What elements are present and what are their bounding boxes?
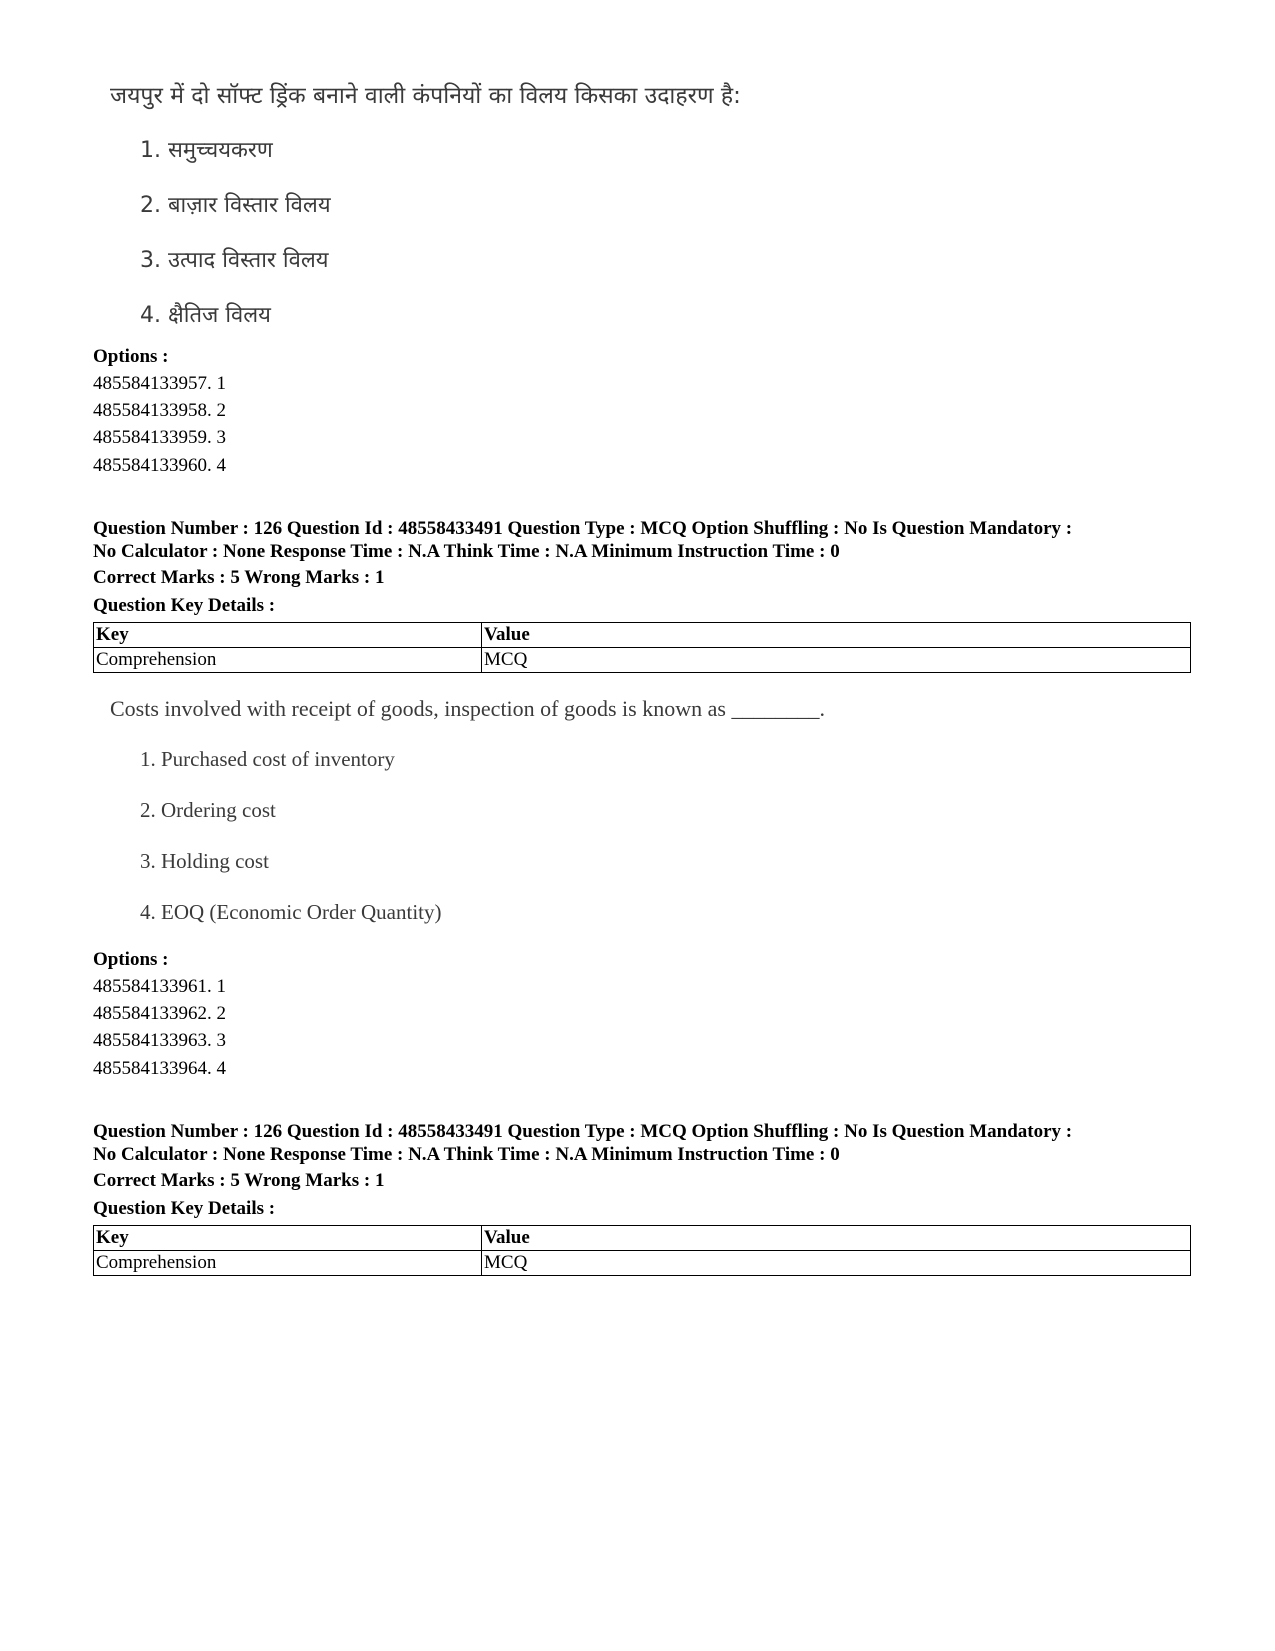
options-label: Options : [93,346,169,367]
choice-3: 3. उत्पाद विस्तार विलय [140,248,329,273]
question-meta [93,517,1203,563]
option-line: 485584133963. 3 [93,1030,226,1051]
table-header-row [94,623,1191,648]
question-image-hindi [110,78,741,110]
marks-line: Correct Marks : 5 Wrong Marks : 1 [93,567,385,588]
row-key: Comprehension [94,648,482,673]
question-image-english [110,696,825,722]
question-meta [93,1120,1203,1166]
question-stem: Costs involved with receipt of goods, inspection of goods is known as ________. [110,696,825,721]
choice-4: 4. क्षैतिज विलय [140,303,271,328]
header-value: Value [482,623,1191,648]
table-row [94,648,1191,673]
row-value: MCQ [482,1251,1191,1276]
option-line: 485584133962. 2 [93,1003,226,1024]
row-value: MCQ [482,648,1191,673]
option-line: 485584133957. 1 [93,373,226,394]
header-value: Value [482,1226,1191,1251]
key-details-label: Question Key Details : [93,1198,276,1219]
choice-3: 3. Holding cost [140,849,269,873]
choice-2: 2. Ordering cost [140,798,276,822]
meta-line-2: No Calculator : None Response Time : N.A Think Time : N.A Minimum Instruction Time : 0 [93,1144,840,1165]
key-details-table [93,1225,1191,1276]
option-line: 485584133960. 4 [93,455,226,476]
key-details-table [93,622,1191,673]
header-key: Key [94,623,482,648]
meta-line-2: No Calculator : None Response Time : N.A Think Time : N.A Minimum Instruction Time : 0 [93,541,840,562]
option-line: 485584133961. 1 [93,976,226,997]
table-row [94,1251,1191,1276]
meta-line-1: Question Number : 126 Question Id : 48558433491 Question Type : MCQ Option Shuffling : No Is Question Mandatory : [93,518,1073,539]
row-key: Comprehension [94,1251,482,1276]
meta-line-1: Question Number : 126 Question Id : 48558433491 Question Type : MCQ Option Shuffling : No Is Question Mandatory : [93,1121,1073,1142]
table-header-row [94,1226,1191,1251]
option-line: 485584133958. 2 [93,400,226,421]
option-line: 485584133964. 4 [93,1058,226,1079]
choice-4: 4. EOQ (Economic Order Quantity) [140,900,442,924]
question-stem: जयपुर में दो सॉफ्ट ड्रिंक बनाने वाली कंपनियों का विलय किसका उदाहरण है: [110,83,741,109]
choice-1: 1. Purchased cost of inventory [140,747,395,771]
header-key: Key [94,1226,482,1251]
options-label: Options : [93,949,169,970]
choice-1: 1. समुच्चयकरण [140,138,273,163]
choice-2: 2. बाज़ार विस्तार विलय [140,193,331,218]
marks-line: Correct Marks : 5 Wrong Marks : 1 [93,1170,385,1191]
key-details-label: Question Key Details : [93,595,276,616]
option-line: 485584133959. 3 [93,427,226,448]
